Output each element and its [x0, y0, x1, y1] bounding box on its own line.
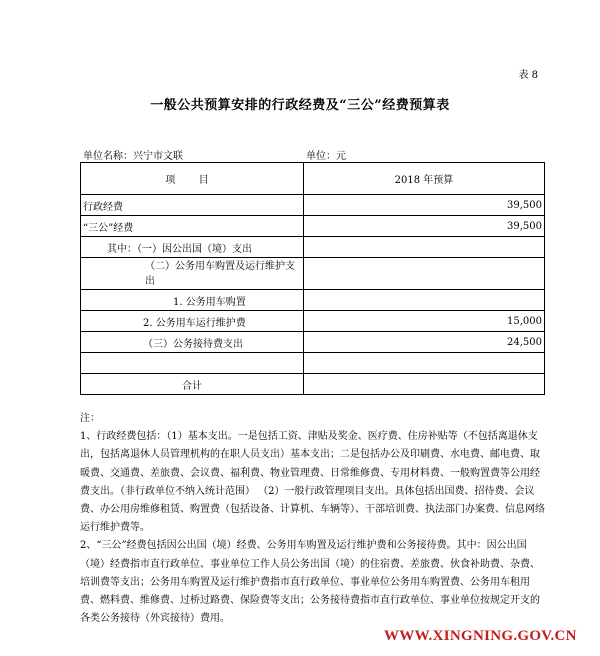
- table-number: 表 8: [518, 70, 538, 81]
- row-label: 其中：（一）因公出国（境）支出: [81, 237, 304, 258]
- site-watermark: WWW.XINGNING.GOV.CN: [384, 628, 577, 644]
- notes-paragraph-1: 1、行政经费包括：（1）基本支出。一是包括工资、津贴及奖金、医疗费、住房补贴等（不包括离退休支出，包括离退休人员管理机构的在职人员支出）基本支出；二是包括办公及印刷费、水电费、邮电费、取暖费、交通费、差旅费、会议费、福利费、物业管理费、日常维修费、专用材料费、一般购置费等公用经费支出。（非行政单位不纳入统计范围） （2）一般行政管理项目支出。具体包括出国费、招待费、会议费、办公用房维修租赁、购置费（包括设备、计算机、车辆等）、干部培训费、执法部门办案费、信息网络运行维护费等。: [80, 431, 545, 534]
- notes-section: [80, 410, 546, 628]
- row-value: [304, 374, 545, 395]
- unit-currency: 单位：元: [306, 151, 346, 162]
- page-title: 一般公共预算安排的行政经费及“三公”经费预算表: [150, 98, 450, 113]
- table-row-total: [81, 374, 545, 395]
- row-label: [81, 353, 304, 374]
- table-row: [81, 311, 545, 332]
- row-value: [304, 353, 545, 374]
- row-value: [304, 237, 545, 258]
- row-label: （三）公务接待费支出: [81, 332, 304, 353]
- row-label: 1. 公务用车购置: [81, 290, 304, 311]
- notes-paragraph-2: 2、“三公”经费包括因公出国（境）经费、公务用车购置及运行维护费和公务接待费。其中：因公出国（境）经费指市直行政单位、事业单位工作人员公务出国（境）的住宿费、差旅费、伙食补助费、杂费、培训费等支出；公务用车购置及运行维护费指市直行政单位、事业单位公务用车购置费、公务用车租用费、燃料费、维修费、过桥过路费、保险费等支出；公务接待费指市直行政单位、事业单位按规定开支的各类公务接待（外宾接待）费用。: [80, 540, 540, 625]
- budget-table: [80, 162, 545, 395]
- row-value: 15,000: [304, 311, 545, 332]
- header-item: 项 目: [81, 163, 304, 195]
- row-value: 24,500: [304, 332, 545, 353]
- header-budget: 2018 年预算: [304, 163, 545, 195]
- table-row: [81, 258, 545, 290]
- table-header-row: [81, 163, 545, 195]
- table-row: [81, 195, 545, 216]
- row-label: 行政经费: [81, 195, 304, 216]
- row-label: 合计: [81, 374, 304, 395]
- table-row: [81, 216, 545, 237]
- row-label: “三公”经费: [81, 216, 304, 237]
- unit-name: 单位名称：兴宁市文联: [83, 151, 183, 162]
- table-row: [81, 353, 545, 374]
- row-value: [304, 258, 545, 290]
- table-row: [81, 332, 545, 353]
- row-value: [304, 290, 545, 311]
- notes-heading: 注：: [80, 413, 100, 424]
- table-row: [81, 237, 545, 258]
- row-label: 2. 公务用车运行维护费: [81, 311, 304, 332]
- row-value: 39,500: [304, 216, 545, 237]
- row-value: 39,500: [304, 195, 545, 216]
- table-row: [81, 290, 545, 311]
- row-label: （二）公务用车购置及运行维护支出: [81, 258, 304, 290]
